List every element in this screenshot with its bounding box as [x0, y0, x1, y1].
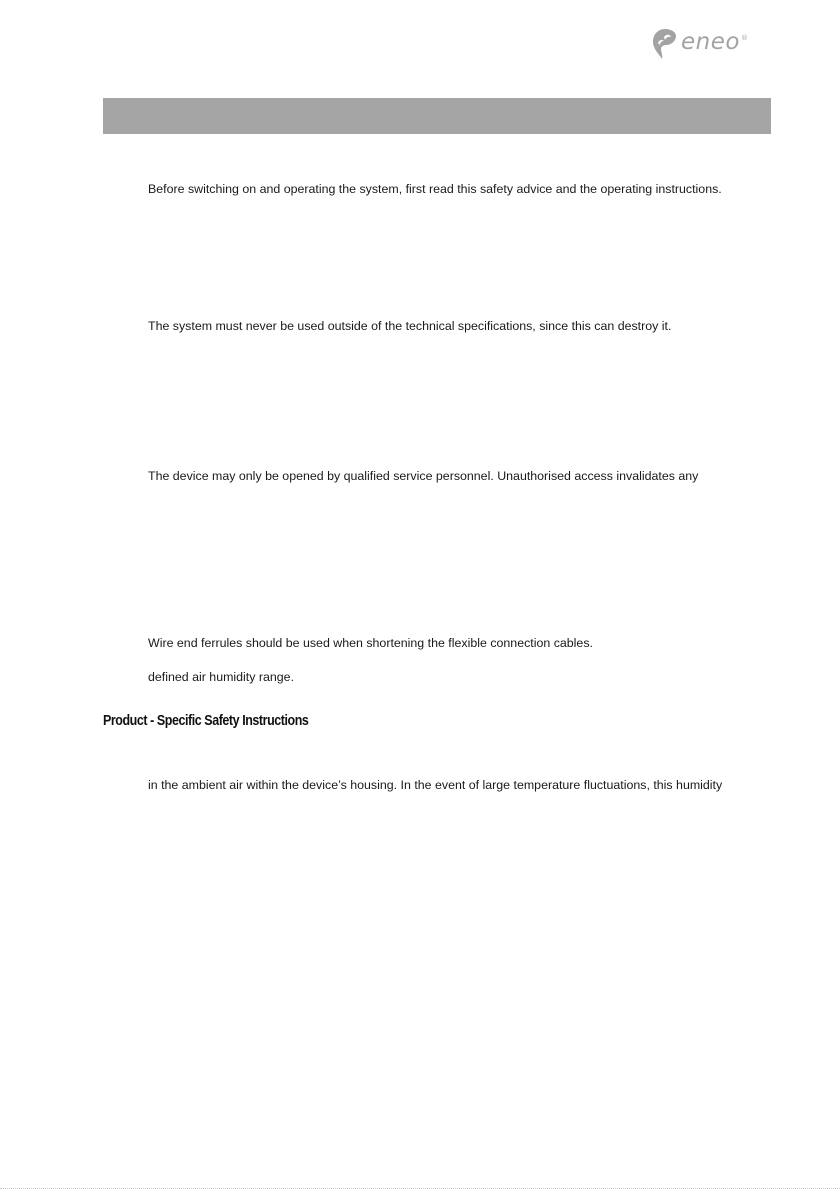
paragraph-qualified-personnel: The device may only be opened by qualified service personnel. Unauthorised access invalidates any: [148, 469, 699, 483]
paragraph-air-humidity: defined air humidity range.: [148, 670, 295, 684]
registered-mark: ®: [740, 33, 749, 42]
eneo-logo-mark-icon: [652, 28, 678, 60]
page-bottom-divider: [0, 1188, 840, 1189]
brand-logo: [652, 28, 748, 60]
paragraph-technical-specifications: The system must never be used outside of the technical specifications, since this can destroy it.: [148, 319, 672, 333]
paragraph-housing-humidity: in the ambient air within the device’s housing. In the event of large temperature fluctuations, this humidity: [148, 778, 723, 792]
paragraph-read-instructions: Before switching on and operating the system, first read this safety advice and the operating instructions.: [148, 182, 722, 196]
section-header-bar: [103, 98, 771, 134]
section-heading-product-safety: Product - Specific Safety Instructions: [103, 713, 309, 729]
paragraph-wire-end-ferrules: Wire end ferrules should be used when shortening the flexible connection cables.: [148, 636, 593, 650]
brand-wordmark: eneo®: [681, 28, 749, 55]
